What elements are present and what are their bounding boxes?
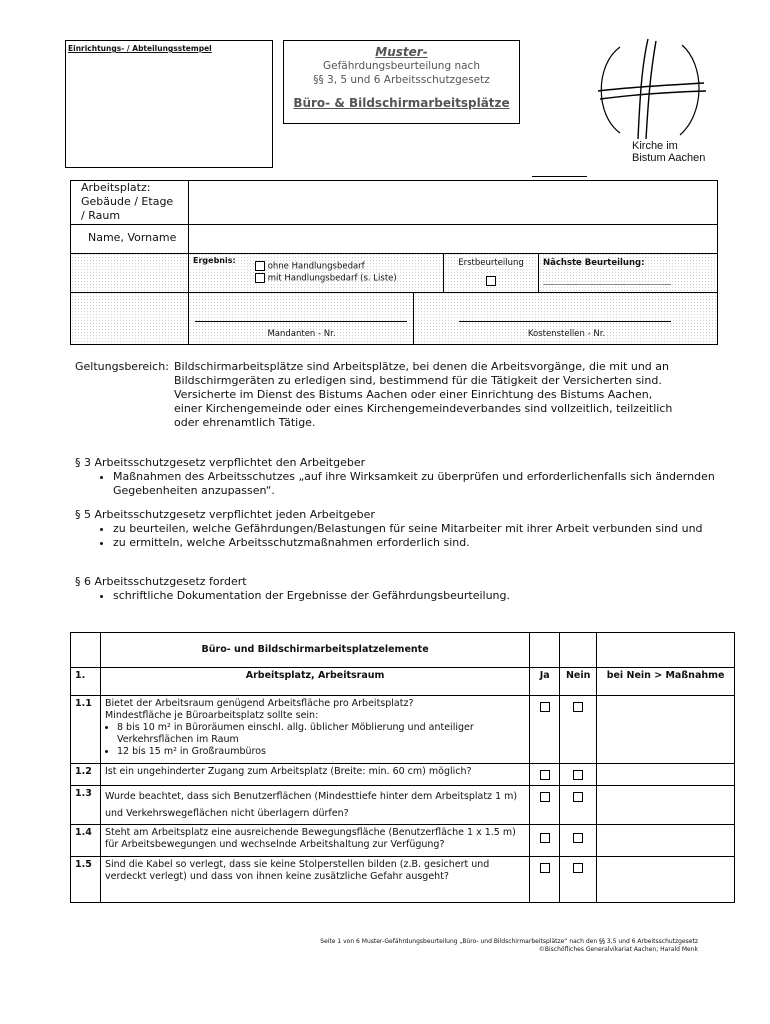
paragraph-6 [75, 575, 715, 603]
col-ja-header: Ja [530, 668, 560, 696]
ergebnis-label: Ergebnis: [193, 256, 236, 265]
col-massnahme-header: bei Nein > Maßnahme [597, 668, 735, 696]
nein-checkbox[interactable] [573, 833, 583, 843]
erst-label: Erstbeurteilung [458, 258, 524, 268]
nein-checkbox[interactable] [573, 702, 583, 712]
row-question: Wurde beachtet, dass sich Benutzerflächen (Mindesttiefe hinter dem Arbeitsplatz 1 m) und Verkehrswegeflächen nicht überlagern dürfen? [100, 786, 529, 825]
paragraph-5-head: § 5 Arbeitsschutzgesetz verpflichtet jeden Arbeitgeber [75, 508, 375, 521]
table-row [71, 857, 735, 903]
option-need-row [255, 273, 397, 285]
massnahme-field[interactable] [597, 786, 735, 825]
row-number: 1.4 [71, 825, 101, 857]
ergebnis-empty-cell [70, 253, 188, 293]
table-row [71, 696, 735, 764]
mandant-line[interactable] [195, 321, 407, 322]
erst-checkbox[interactable] [486, 276, 496, 286]
nein-checkbox[interactable] [573, 863, 583, 873]
table-title: Büro- und Bildschirmarbeitsplatzelemente [100, 633, 529, 668]
logo [590, 35, 730, 175]
table-row [71, 786, 735, 825]
option-need-label: mit Handlungsbedarf (s. Liste) [267, 273, 397, 283]
title-line-1: Gefährdungsbeurteilung nach [323, 60, 480, 72]
row-number: 1.3 [71, 786, 101, 825]
stamp-label: Einrichtungs- / Abteilungsstempel [68, 44, 212, 53]
nein-checkbox[interactable] [573, 770, 583, 780]
erst-cell [443, 253, 538, 293]
massnahme-field[interactable] [597, 696, 735, 764]
arbeitsplatz-label-cell [70, 180, 188, 225]
table-row [71, 825, 735, 857]
footer-line-1: Seite 1 von 6 Muster-Gefährdungsbeurteilung „Büro- und Bildschirmarbeitsplätze“ nach den §§ 3,5 und 6 Arbeitsschutzgesetz [320, 938, 698, 945]
form-grid [70, 180, 718, 345]
row-question: Steht am Arbeitsplatz eine ausreichende Bewegungsfläche (Benutzerfläche 1 x 1.5 m) für Arbeitsbewegungen und wechselnde Arbeitshaltung zur Verfügung? [100, 825, 529, 857]
header-divider [532, 176, 587, 177]
ergebnis-cell [188, 253, 443, 293]
kosten-line[interactable] [459, 321, 671, 322]
stamp-box [65, 40, 273, 168]
paragraph-5 [75, 508, 715, 550]
row-question: Bietet der Arbeitsraum genügend Arbeitsfläche pro Arbeitsplatz? [104, 698, 414, 709]
row-bullet: • 8 bis 10 m² in Büroräumen einschl. allg. üblicher Möblierung und anteiliger Verkehrsflächen im Raum [117, 722, 525, 746]
mandant-cell [188, 292, 413, 345]
ja-checkbox[interactable] [540, 770, 550, 780]
footer-line-2: ©Bischöfliches Generalvikariat Aachen; Harald Menk [538, 946, 698, 953]
next-label: Nächste Beurteilung: [543, 258, 645, 268]
ja-checkbox[interactable] [540, 792, 550, 802]
checklist-table [70, 632, 735, 903]
row-question: Ist ein ungehinderter Zugang zum Arbeitsplatz (Breite: min. 60 cm) möglich? [100, 764, 529, 786]
ja-checkbox[interactable] [540, 833, 550, 843]
geltung-line: Bildschirmgeräten zu erledigen sind, bestimmend für die Tätigkeit der Versicherten sind. [174, 374, 662, 387]
geltung-line: Bildschirmarbeitsplätze sind Arbeitsplätze, bei denen die Arbeitsvorgänge, die mit und an [174, 360, 669, 373]
row-question-detail: Mindestfläche je Büroarbeitsplatz sollte sein: [104, 710, 319, 721]
row-number: 1.5 [71, 857, 101, 903]
section-title: Arbeitsplatz, Arbeitsraum [100, 668, 529, 696]
name-label-cell [70, 224, 188, 254]
name-label: Name, Vorname [88, 231, 177, 244]
section-number: 1. [71, 668, 101, 696]
next-cell [538, 253, 718, 293]
option-none-row [255, 261, 397, 273]
col-nein-header: Nein [560, 668, 597, 696]
geltung-label: Geltungsbereich: [75, 360, 169, 373]
geltung-text [174, 360, 719, 430]
cross-logo-icon [590, 35, 710, 145]
massnahme-field[interactable] [597, 825, 735, 857]
paragraph-6-bullet: • schriftliche Dokumentation der Ergebnisse der Gefährdungsbeurteilung. [113, 589, 715, 603]
kosten-cell [413, 292, 718, 345]
logo-line-1: Kirche im [632, 140, 678, 152]
paragraph-5-bullet: • zu ermitteln, welche Arbeitsschutzmaßnahmen erforderlich sind. [113, 536, 715, 550]
geltung-line: einer Kirchengemeinde oder eines Kirchengemeindeverbandes sind vollzeitlich, teilzeitlich [174, 402, 673, 415]
title-box [283, 40, 520, 124]
paragraph-3-head: § 3 Arbeitsschutzgesetz verpflichtet den Arbeitgeber [75, 456, 366, 469]
footer [200, 938, 698, 954]
row-bullet: • 12 bis 15 m² in Großraumbüros [117, 746, 525, 758]
option-need-checkbox[interactable] [255, 273, 265, 283]
name-field[interactable] [188, 224, 718, 254]
row-question: Sind die Kabel so verlegt, dass sie keine Stolperstellen bilden (z.B. gesichert und verdeckt verlegt) und dass von ihnen keine zusätzliche Gefahr ausgeht? [100, 857, 529, 903]
option-none-label: ohne Handlungsbedarf [267, 261, 365, 272]
logo-line-2: Bistum Aachen [632, 152, 706, 164]
option-none-checkbox[interactable] [255, 261, 265, 271]
paragraph-3-bullet: • Maßnahmen des Arbeitsschutzes „auf ihre Wirksamkeit zu überprüfen und erforderlichenfalls sich ändernden Gegebenheiten anzupassen“. [113, 470, 715, 498]
row-text [100, 696, 529, 764]
arbeitsplatz-field[interactable] [188, 180, 718, 225]
massnahme-field[interactable] [597, 764, 735, 786]
row-number: 1.2 [71, 764, 101, 786]
row-number: 1.1 [71, 696, 101, 764]
subtitle: Büro- & Bildschirmarbeitsplätze [293, 96, 510, 110]
paragraph-6-head: § 6 Arbeitsschutzgesetz fordert [75, 575, 247, 588]
nein-checkbox[interactable] [573, 792, 583, 802]
mandant-label: Mandanten - Nr. [267, 329, 336, 339]
paragraph-5-bullet: • zu beurteilen, welche Gefährdungen/Belastungen für seine Mitarbeiter mit ihrer Arbeit verbunden sind und [113, 522, 715, 536]
massnahme-field[interactable] [597, 857, 735, 903]
ja-checkbox[interactable] [540, 863, 550, 873]
ja-checkbox[interactable] [540, 702, 550, 712]
next-date-line[interactable] [543, 284, 671, 285]
kosten-label: Kostenstellen - Nr. [527, 329, 606, 339]
arbeitsplatz-label: Arbeitsplatz: Gebäude / Etage / Raum [81, 181, 174, 222]
muster-label: Muster- [375, 45, 428, 59]
title-line-2: §§ 3, 5 und 6 Arbeitsschutzgesetz [313, 74, 490, 86]
table-row [71, 764, 735, 786]
nr-empty-cell [70, 292, 188, 345]
paragraph-3 [75, 456, 715, 498]
geltung-line: oder ehrenamtlich Tätige. [174, 416, 316, 429]
geltung-line: Versicherte im Dienst des Bistums Aachen oder einer Einrichtung des Bistums Aachen, [174, 388, 653, 401]
